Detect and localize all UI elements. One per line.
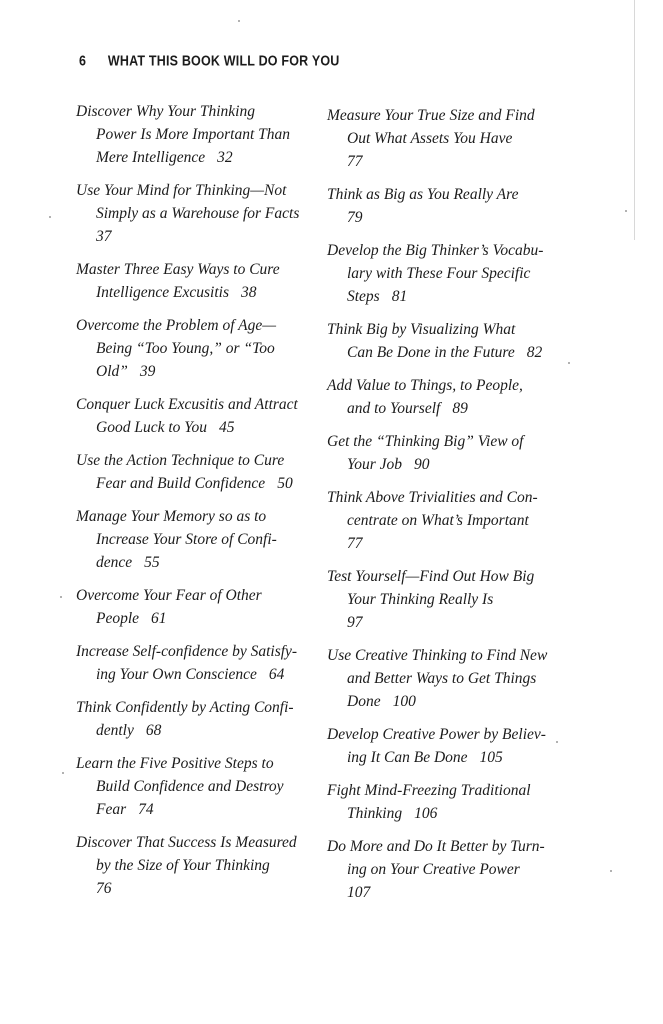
toc-entry: Think Above Trivialities and Con- centrate on What’s Important 77 <box>327 489 538 552</box>
toc-right-column <box>327 104 577 904</box>
toc-entry: Use Your Mind for Thinking—Not Simply as a Warehouse for Facts 37 <box>76 182 300 245</box>
toc-entry: Use the Action Technique to Cure Fear and Build Confidence 50 <box>76 452 293 492</box>
toc-page-ref: 106 <box>414 805 438 822</box>
toc-page-ref: 32 <box>217 149 233 166</box>
toc-page-ref: 38 <box>241 284 257 301</box>
toc-entry: Overcome Your Fear of Other People 61 <box>76 587 262 627</box>
toc-entry: Manage Your Memory so as to Increase Your Store of Confi- dence 55 <box>76 508 277 571</box>
toc-entry: Add Value to Things, to People, and to Yourself 89 <box>327 377 523 417</box>
toc-entry: Think Big by Visualizing What Can Be Done in the Future 82 <box>327 321 543 361</box>
speck <box>610 870 612 872</box>
toc-entry: Fight Mind-Freezing Traditional Thinking 106 <box>327 782 531 822</box>
toc-entry: Develop Creative Power by Believ- ing It Can Be Done 105 <box>327 726 546 766</box>
toc-entry: Test Yourself—Find Out How Big Your Thinking Really Is 97 <box>327 568 535 631</box>
toc-entry: Discover That Success Is Measured by the Size of Your Thinking 76 <box>76 834 297 897</box>
toc-page-ref: 76 <box>96 880 112 897</box>
toc-page-ref: 107 <box>347 884 371 901</box>
toc-page-ref: 77 <box>347 535 363 552</box>
toc-page-ref: 105 <box>479 749 503 766</box>
toc-page-ref: 45 <box>218 419 235 436</box>
toc-entry: Conquer Luck Excusitis and Attract Good Luck to You 45 <box>76 396 298 436</box>
toc-page-ref: 89 <box>452 400 468 417</box>
toc-page-ref: 97 <box>347 614 363 631</box>
toc-entry: Overcome the Problem of Age— Being “Too Young,” or “Too Old” 39 <box>76 317 277 380</box>
toc-left-column <box>76 100 326 900</box>
toc-page-ref: 64 <box>268 666 285 683</box>
toc-entry: Do More and Do It Better by Turn- ing on Your Creative Power 107 <box>327 838 545 901</box>
speck <box>556 741 558 743</box>
toc-page-ref: 81 <box>391 288 408 305</box>
page-edge-shadow <box>634 0 635 240</box>
toc-page-ref: 74 <box>138 801 154 818</box>
toc-entry: Learn the Five Positive Steps to Build Confidence and Destroy Fear 74 <box>76 755 284 818</box>
toc-page-ref: 61 <box>151 610 167 627</box>
speck <box>62 772 64 774</box>
toc-entry: Get the “Thinking Big” View of Your Job 90 <box>327 433 524 473</box>
toc-entry: Think as Big as You Really Are 79 <box>327 186 519 226</box>
toc-page-ref: 37 <box>96 228 112 245</box>
toc-entry: Increase Self-confidence by Satisfy- ing Your Own Conscience 64 <box>76 643 298 683</box>
toc-page-ref: 50 <box>277 475 293 492</box>
toc-entry: Use Creative Thinking to Find New and Better Ways to Get Things Done 100 <box>327 647 548 710</box>
speck <box>60 596 62 598</box>
toc-entry: Master Three Easy Ways to Cure Intelligence Excusitis 38 <box>76 261 280 301</box>
toc-entry: Think Confidently by Acting Confi- dently 68 <box>76 699 294 739</box>
toc-page-ref: 90 <box>413 456 430 473</box>
toc-page-ref: 82 <box>526 344 543 361</box>
running-title: WHAT THIS BOOK WILL DO FOR YOU <box>107 53 340 70</box>
toc-entry: Discover Why Your Thinking Power Is More Important Than Mere Intelligence 32 <box>76 103 291 166</box>
speck <box>49 216 51 218</box>
toc-entry: Develop the Big Thinker’s Vocabu- lary with These Four Specific Steps 81 <box>327 242 544 305</box>
page-number: 6 <box>79 53 87 70</box>
toc-page-ref: 100 <box>392 693 416 710</box>
toc-page-ref: 39 <box>139 363 156 380</box>
speck <box>625 210 627 212</box>
running-header <box>79 53 340 69</box>
toc-entry: Measure Your True Size and Find Out What Assets You Have 77 <box>327 107 535 170</box>
toc-page-ref: 77 <box>347 153 363 170</box>
speck <box>238 20 240 22</box>
toc-page-ref: 68 <box>145 722 162 739</box>
speck <box>568 362 570 364</box>
toc-page-ref: 79 <box>347 209 363 226</box>
toc-page-ref: 55 <box>144 554 160 571</box>
